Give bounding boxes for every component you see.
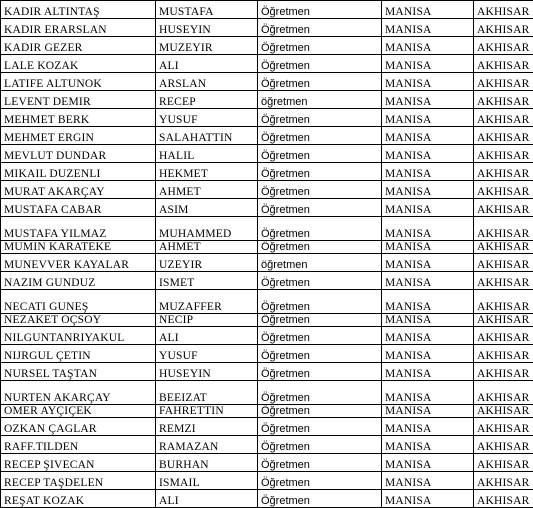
district-cell: AKHISAR bbox=[474, 217, 533, 241]
name-cell: KADIR GEZER bbox=[1, 37, 156, 55]
province-cell: MANISA bbox=[382, 254, 474, 272]
profession-cell: Öğretmen bbox=[258, 217, 382, 241]
district-cell: AKHISAR bbox=[474, 163, 533, 181]
district-cell: AKHISAR bbox=[474, 454, 533, 472]
profession-cell: Öğretmen bbox=[258, 472, 382, 490]
profession-cell: Öğretmen bbox=[258, 314, 382, 327]
table-row bbox=[1, 1, 533, 19]
district-cell: AKHISAR bbox=[474, 490, 533, 508]
district-cell: AKHISAR bbox=[474, 418, 533, 436]
profession-cell: Öğretmen bbox=[258, 109, 382, 127]
district-cell: AKHISAR bbox=[474, 290, 533, 314]
father-name-cell: YUSUF bbox=[156, 345, 258, 363]
profession-cell: Öğretmen bbox=[258, 418, 382, 436]
father-name-cell: REMZI bbox=[156, 418, 258, 436]
table-row bbox=[1, 381, 533, 405]
profession-cell: öğretmen bbox=[258, 91, 382, 109]
profession-cell: Öğretmen bbox=[258, 290, 382, 314]
name-cell: NURTEN AKARÇAY bbox=[1, 381, 156, 405]
table-body bbox=[1, 1, 533, 508]
name-cell: MEHMET BERK bbox=[1, 109, 156, 127]
table-row bbox=[1, 490, 533, 508]
name-cell: LEVENT DEMIR bbox=[1, 91, 156, 109]
province-cell: MANISA bbox=[382, 199, 474, 217]
province-cell: MANISA bbox=[382, 127, 474, 145]
table-row bbox=[1, 454, 533, 472]
province-cell: MANISA bbox=[382, 19, 474, 37]
district-cell: AKHISAR bbox=[474, 37, 533, 55]
name-cell: MEHMET ERGIN bbox=[1, 127, 156, 145]
profession-cell: Öğretmen bbox=[258, 73, 382, 91]
district-cell: AKHISAR bbox=[474, 55, 533, 73]
name-cell: LALE KOZAK bbox=[1, 55, 156, 73]
father-name-cell: ALI bbox=[156, 327, 258, 345]
district-cell: AKHISAR bbox=[474, 1, 533, 19]
table-row bbox=[1, 327, 533, 345]
province-cell: MANISA bbox=[382, 109, 474, 127]
table-row bbox=[1, 290, 533, 314]
name-cell: RAFF.TILDEN bbox=[1, 436, 156, 454]
name-cell: NURSEL TAŞTAN bbox=[1, 363, 156, 381]
profession-cell: Öğretmen bbox=[258, 436, 382, 454]
profession-cell: Öğretmen bbox=[258, 163, 382, 181]
father-name-cell: FAHRETTIN bbox=[156, 405, 258, 418]
table-row bbox=[1, 19, 533, 37]
province-cell: MANISA bbox=[382, 217, 474, 241]
name-cell: OMER AYÇIÇEK bbox=[1, 405, 156, 418]
province-cell: MANISA bbox=[382, 37, 474, 55]
name-cell: RECEP ŞIVECAN bbox=[1, 454, 156, 472]
profession-cell: Öğretmen bbox=[258, 199, 382, 217]
district-cell: AKHISAR bbox=[474, 73, 533, 91]
father-name-cell: YUSUF bbox=[156, 109, 258, 127]
district-cell: AKHISAR bbox=[474, 381, 533, 405]
table-row bbox=[1, 181, 533, 199]
name-cell: NAZIM GUNDUZ bbox=[1, 272, 156, 290]
profession-cell: Öğretmen bbox=[258, 381, 382, 405]
name-cell: KADIR ERARSLAN bbox=[1, 19, 156, 37]
name-cell: MIKAIL DUZENLI bbox=[1, 163, 156, 181]
table-row bbox=[1, 436, 533, 454]
district-cell: AKHISAR bbox=[474, 91, 533, 109]
table-row bbox=[1, 109, 533, 127]
table-row bbox=[1, 241, 533, 254]
table-row bbox=[1, 405, 533, 418]
table-row bbox=[1, 217, 533, 241]
province-cell: MANISA bbox=[382, 454, 474, 472]
district-cell: AKHISAR bbox=[474, 145, 533, 163]
profession-cell: Öğretmen bbox=[258, 19, 382, 37]
name-cell: OZKAN ÇAGLAR bbox=[1, 418, 156, 436]
profession-cell: Öğretmen bbox=[258, 127, 382, 145]
province-cell: MANISA bbox=[382, 272, 474, 290]
profession-cell: Öğretmen bbox=[258, 145, 382, 163]
name-cell: NECATI GUNEŞ bbox=[1, 290, 156, 314]
father-name-cell: ALI bbox=[156, 490, 258, 508]
profession-cell: Öğretmen bbox=[258, 363, 382, 381]
father-name-cell: BEEIZAT bbox=[156, 381, 258, 405]
name-cell: MUSTAFA YILMAZ bbox=[1, 217, 156, 241]
father-name-cell: NECIP bbox=[156, 314, 258, 327]
table-row bbox=[1, 55, 533, 73]
table-row bbox=[1, 127, 533, 145]
father-name-cell: BURHAN bbox=[156, 454, 258, 472]
father-name-cell: ISMAIL bbox=[156, 472, 258, 490]
table-row bbox=[1, 254, 533, 272]
father-name-cell: ASIM bbox=[156, 199, 258, 217]
district-cell: AKHISAR bbox=[474, 109, 533, 127]
province-cell: MANISA bbox=[382, 436, 474, 454]
father-name-cell: RAMAZAN bbox=[156, 436, 258, 454]
name-cell: MURAT AKARÇAY bbox=[1, 181, 156, 199]
province-cell: MANISA bbox=[382, 55, 474, 73]
name-cell: MUMIN KARATEKE bbox=[1, 241, 156, 254]
father-name-cell: HEKMET bbox=[156, 163, 258, 181]
province-cell: MANISA bbox=[382, 405, 474, 418]
name-cell: LATIFE ALTUNOK bbox=[1, 73, 156, 91]
district-cell: AKHISAR bbox=[474, 127, 533, 145]
table-row bbox=[1, 314, 533, 327]
province-cell: MANISA bbox=[382, 490, 474, 508]
father-name-cell: UZEYIR bbox=[156, 254, 258, 272]
district-cell: AKHISAR bbox=[474, 327, 533, 345]
profession-cell: Öğretmen bbox=[258, 405, 382, 418]
province-cell: MANISA bbox=[382, 418, 474, 436]
district-cell: AKHISAR bbox=[474, 314, 533, 327]
father-name-cell: HUSEYIN bbox=[156, 363, 258, 381]
profession-cell: Öğretmen bbox=[258, 454, 382, 472]
province-cell: MANISA bbox=[382, 345, 474, 363]
province-cell: MANISA bbox=[382, 145, 474, 163]
profession-cell: Öğretmen bbox=[258, 490, 382, 508]
profession-cell: Öğretmen bbox=[258, 181, 382, 199]
district-cell: AKHISAR bbox=[474, 405, 533, 418]
province-cell: MANISA bbox=[382, 73, 474, 91]
father-name-cell: MUSTAFA bbox=[156, 1, 258, 19]
profession-cell: Öğretmen bbox=[258, 345, 382, 363]
father-name-cell: HALIL bbox=[156, 145, 258, 163]
name-cell: KADIR ALTINTAŞ bbox=[1, 1, 156, 19]
father-name-cell: MUZAFFER bbox=[156, 290, 258, 314]
name-cell: MUNEVVER KAYALAR bbox=[1, 254, 156, 272]
profession-cell: Öğretmen bbox=[258, 37, 382, 55]
father-name-cell: ARSLAN bbox=[156, 73, 258, 91]
father-name-cell: HUSEYIN bbox=[156, 19, 258, 37]
profession-cell: Öğretmen bbox=[258, 272, 382, 290]
province-cell: MANISA bbox=[382, 91, 474, 109]
district-cell: AKHISAR bbox=[474, 199, 533, 217]
district-cell: AKHISAR bbox=[474, 436, 533, 454]
profession-cell: Öğretmen bbox=[258, 1, 382, 19]
father-name-cell: ISMET bbox=[156, 272, 258, 290]
name-cell: REŞAT KOZAK bbox=[1, 490, 156, 508]
province-cell: MANISA bbox=[382, 181, 474, 199]
province-cell: MANISA bbox=[382, 290, 474, 314]
father-name-cell: AHMET bbox=[156, 241, 258, 254]
table-row bbox=[1, 199, 533, 217]
profession-cell: Öğretmen bbox=[258, 55, 382, 73]
province-cell: MANISA bbox=[382, 163, 474, 181]
father-name-cell: SALAHATTIN bbox=[156, 127, 258, 145]
name-cell: MEVLUT DUNDAR bbox=[1, 145, 156, 163]
district-cell: AKHISAR bbox=[474, 19, 533, 37]
table-row bbox=[1, 73, 533, 91]
province-cell: MANISA bbox=[382, 241, 474, 254]
table-row bbox=[1, 37, 533, 55]
father-name-cell: MUHAMMED bbox=[156, 217, 258, 241]
name-cell: NEZAKET OÇSOY bbox=[1, 314, 156, 327]
table-row bbox=[1, 418, 533, 436]
table-row bbox=[1, 91, 533, 109]
father-name-cell: ALI bbox=[156, 55, 258, 73]
profession-cell: öğretmen bbox=[258, 254, 382, 272]
district-cell: AKHISAR bbox=[474, 472, 533, 490]
province-cell: MANISA bbox=[382, 314, 474, 327]
name-cell: NILGUNTANRIYAKUL bbox=[1, 327, 156, 345]
table-row bbox=[1, 363, 533, 381]
profession-cell: Öğretmen bbox=[258, 241, 382, 254]
province-cell: MANISA bbox=[382, 1, 474, 19]
father-name-cell: AHMET bbox=[156, 181, 258, 199]
table-row bbox=[1, 472, 533, 490]
name-cell: NIJRGUL ÇETIN bbox=[1, 345, 156, 363]
father-name-cell: RECEP bbox=[156, 91, 258, 109]
name-cell: RECEP TAŞDELEN bbox=[1, 472, 156, 490]
profession-cell: Öğretmen bbox=[258, 327, 382, 345]
name-cell: MUSTAFA CABAR bbox=[1, 199, 156, 217]
table-row bbox=[1, 145, 533, 163]
table-row bbox=[1, 345, 533, 363]
province-cell: MANISA bbox=[382, 363, 474, 381]
district-cell: AKHISAR bbox=[474, 272, 533, 290]
father-name-cell: MUZEYIR bbox=[156, 37, 258, 55]
district-cell: AKHISAR bbox=[474, 254, 533, 272]
province-cell: MANISA bbox=[382, 472, 474, 490]
table-row bbox=[1, 272, 533, 290]
district-cell: AKHISAR bbox=[474, 345, 533, 363]
district-cell: AKHISAR bbox=[474, 181, 533, 199]
province-cell: MANISA bbox=[382, 381, 474, 405]
district-cell: AKHISAR bbox=[474, 241, 533, 254]
province-cell: MANISA bbox=[382, 327, 474, 345]
table-row bbox=[1, 163, 533, 181]
district-cell: AKHISAR bbox=[474, 363, 533, 381]
